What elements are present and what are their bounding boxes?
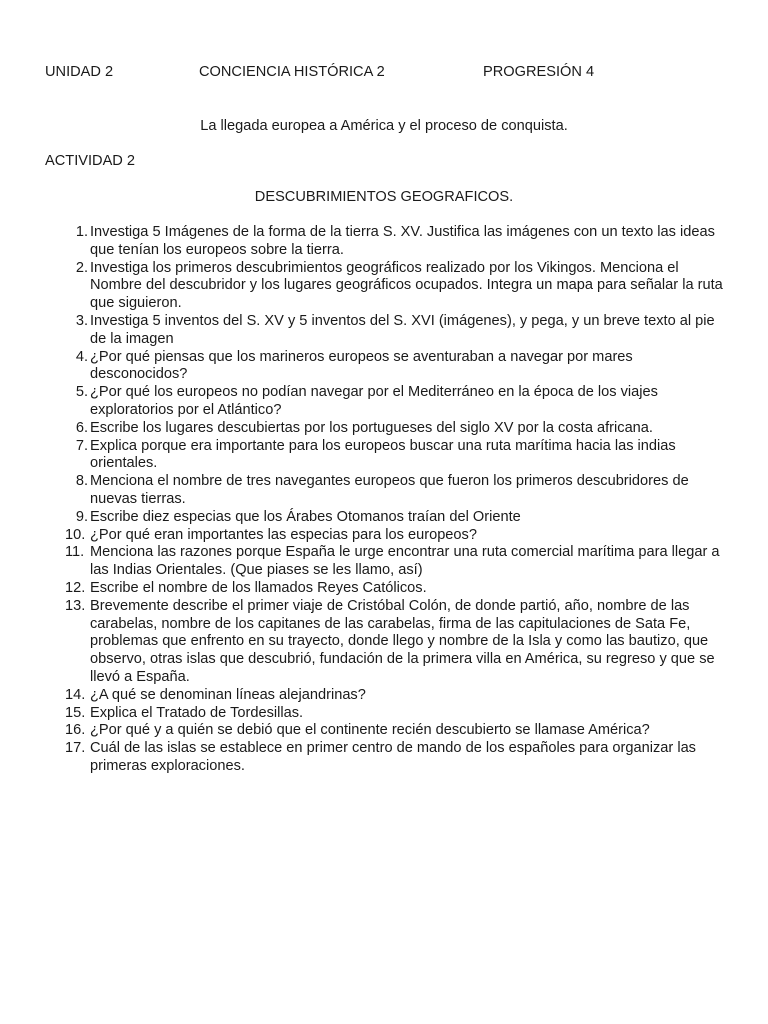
question-number: 4. (75, 348, 88, 365)
question-number: 14. (65, 686, 86, 703)
question-text: Investiga 5 Imágenes de la forma de la tierra S. XV. Justifica las imágenes con un texto las ideas que tenían los europeos sobre la tierra. (90, 224, 715, 258)
document-subtitle: La llegada europea a América y el proceso de conquista. (200, 118, 568, 134)
question-text: Explica el Tratado de Tordesillas. (90, 704, 304, 721)
question-item (60, 509, 724, 527)
question-number: 9. (75, 508, 88, 525)
question-item (60, 580, 724, 598)
question-item (60, 527, 724, 545)
question-text: Escribe los lugares descubiertas por los portugueses del siglo XV por la costa africana. (90, 419, 653, 436)
question-number: 2. (75, 259, 88, 276)
question-text: Escribe diez especias que los Árabes Otomanos traían del Oriente (90, 508, 521, 525)
document-header (45, 64, 725, 84)
question-item (60, 722, 724, 740)
question-item (60, 598, 724, 687)
question-text: ¿Por qué y a quién se debió que el continente recién descubierto se llamase América? (90, 722, 650, 739)
question-item (60, 544, 724, 580)
question-item (60, 260, 724, 313)
question-item (60, 705, 724, 723)
question-number: 16. (65, 722, 86, 739)
question-text: Investiga los primeros descubrimientos geográficos realizado por los Vikingos. Menciona el Nombre del descubridor y los lugares geográficos ocupados. Integra un mapa para señalar la ruta que siguieron. (90, 259, 723, 312)
question-item (60, 420, 724, 438)
question-text: Explica porque era importante para los europeos buscar una ruta marítima hacia las indias orientales. (90, 437, 676, 472)
question-text: Investiga 5 inventos del S. XV y 5 inventos del S. XVI (imágenes), y pega, y un breve texto al pie de la imagen (90, 312, 715, 347)
question-item (60, 473, 724, 509)
question-number: 10. (65, 526, 86, 543)
question-text: ¿Por qué piensas que los marineros europeos se aventuraban a navegar por mares desconocidos? (90, 348, 633, 383)
question-item (60, 224, 724, 260)
question-number: 11. (65, 544, 85, 561)
question-number: 12. (65, 579, 86, 596)
question-number: 1. (75, 224, 88, 240)
question-text: Cuál de las islas se establece en primer centro de mando de los españoles para organizar las primeras exploraciones. (90, 740, 696, 774)
question-text: Brevemente describe el primer viaje de Cristóbal Colón, de donde partió, año, nombre de las carabelas, nombre de los capitanes de las carabelas, firma de las capitulaciones de Sata Fe, problemas que enfrento en su trayecto, donde llego y nombre de la Isla y como las bautizo, que observo, otras islas que descubrió, fundación de la primera villa en América, su regreso y que se llevó a España. (90, 597, 715, 685)
question-number: 8. (75, 473, 88, 490)
question-text: Escribe el nombre de los llamados Reyes Católicos. (90, 579, 427, 596)
question-text: Menciona el nombre de tres navegantes europeos que fueron los primeros descubridores de nuevas tierras. (90, 473, 689, 507)
question-item (60, 384, 724, 420)
question-number: 6. (75, 419, 88, 436)
question-list (60, 224, 724, 776)
question-text: ¿Por qué eran importantes las especias para los europeos? (90, 526, 477, 543)
question-text: Menciona las razones porque España le urge encontrar una ruta comercial marítima para llegar a las Indias Orientales. (Que piases se les llamo, así) (90, 544, 720, 579)
unit-label: UNIDAD 2 (45, 64, 114, 80)
question-text: ¿Por qué los europeos no podían navegar por el Mediterráneo en la época de los viajes exploratorios por el Atlántico? (90, 384, 658, 418)
subject-label: CONCIENCIA HISTÓRICA 2 (199, 64, 385, 80)
question-number: 7. (75, 437, 88, 454)
activity-label: ACTIVIDAD 2 (45, 153, 136, 169)
question-number: 5. (75, 384, 88, 401)
question-item (60, 349, 724, 385)
question-number: 3. (75, 312, 88, 329)
question-item (60, 687, 724, 705)
question-item (60, 313, 724, 349)
progression-label: PROGRESIÓN 4 (483, 64, 595, 80)
question-number: 15. (65, 704, 86, 721)
section-title: DESCUBRIMIENTOS GEOGRAFICOS. (254, 189, 514, 205)
question-item (60, 740, 724, 776)
question-text: ¿A qué se denominan líneas alejandrinas? (90, 686, 366, 703)
question-number: 13. (65, 597, 86, 614)
question-number: 17. (65, 740, 86, 757)
question-item (60, 438, 724, 474)
